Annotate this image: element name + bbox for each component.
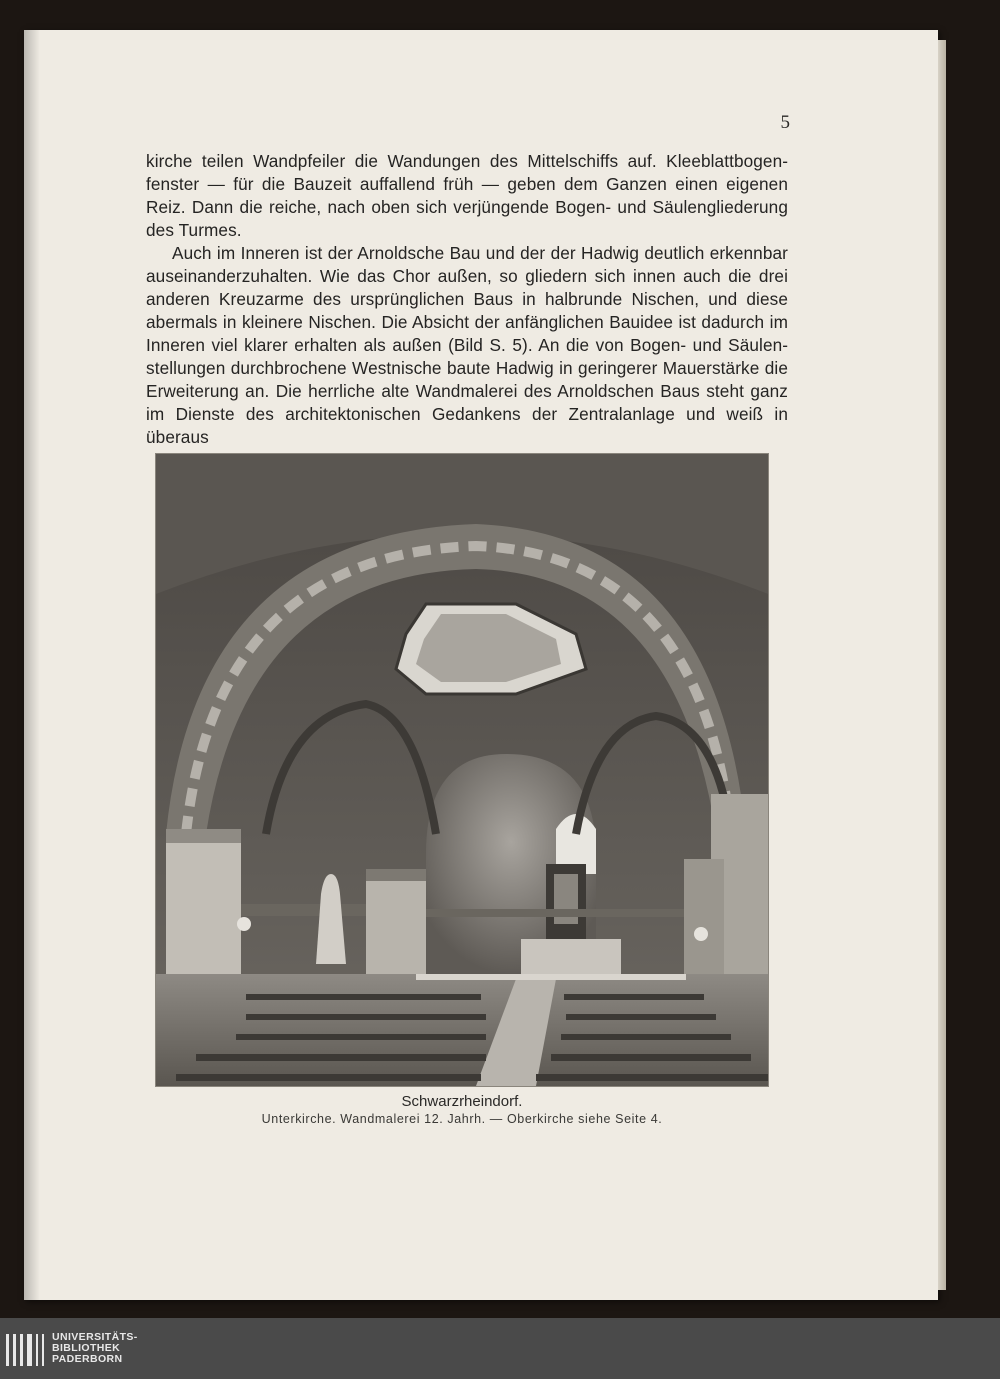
logo-line-3: PADERBORN [52, 1353, 123, 1365]
binding-shadow [24, 30, 40, 1300]
page-edge [938, 40, 946, 1290]
body-text [146, 150, 788, 449]
paragraph-2: Auch im Inneren ist der Arnoldsche Bau und der der Hadwig deutlich erkennbar auseinanderzuhalten. Wie das Chor außen, so gliedern sich innen auch die drei anderen Kreuzarme des ursprünglichen Baus in halbrunde Nischen, und diese abermals in kleinere Nischen. Die Absicht der anfänglichen Bauidee ist dadurch im Inneren viel klarer erhalten als außen (Bild S. 5). An die von Bogen- und Säulenstellungen durchbrochene Westnische baute Hadwig in geringerer Mauerstärke die Erweiterung an. Die herrliche alte Wandmalerei des Arnoldschen Baus steht ganz im Dienste des architektonischen Gedankens der Zentralanlage und weiß in überaus [146, 243, 788, 447]
logo-line-1: UNIVERSITÄTS- [52, 1331, 138, 1343]
figure-caption-subtitle: Unterkirche. Wandmalerei 12. Jahrh. — Oberkirche siehe Seite 4. [261, 1112, 663, 1126]
library-footer [0, 1318, 1000, 1379]
library-logo-text [52, 1332, 138, 1365]
library-logo-icon [6, 1334, 46, 1366]
figure-caption-title: Schwarzrheindorf. [401, 1093, 523, 1110]
logo-line-2: BIBLIOTHEK [52, 1342, 121, 1354]
church-interior-photo [155, 453, 769, 1087]
church-interior-illustration [156, 454, 768, 1086]
page-number: 5 [780, 112, 790, 133]
paragraph-1: kirche teilen Wandpfeiler die Wandungen des Mittelschiffs auf. Kleeblattbogenfenster — für die Bauzeit auffallend früh — geben dem Ganzen einen eigenen Reiz. Dann die reiche, nach oben sich verjüngende Bogen- und Säulengliederung des Turmes. [146, 151, 788, 240]
